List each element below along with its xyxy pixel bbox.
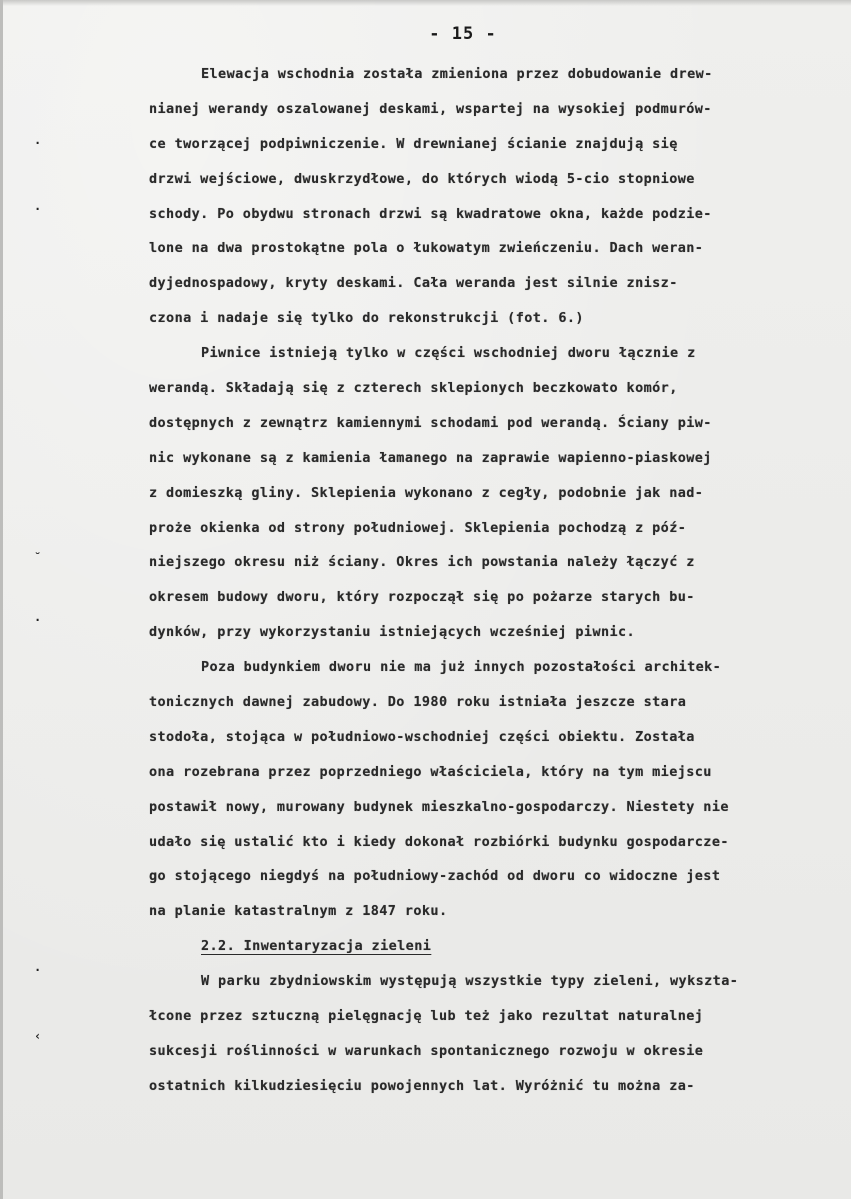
text-line: lone na dwa prostokątne pola o łukowatym zwieńczeniu. Dach weran- <box>149 240 704 257</box>
text-line: nianej werandy oszalowanej deskami, wspartej na wysokiej podmurów- <box>149 100 712 117</box>
section-heading: 2.2. Inwentaryzacja zieleni <box>201 938 432 955</box>
text-line: W parku zbydniowskim występują wszystkie typy zieleni, wykszta- <box>201 973 739 990</box>
text-line: ona rozebrana przez poprzedniego właściciela, który na tym miejscu <box>149 763 712 780</box>
text-line: czona i nadaje się tylko do rekonstrukcji (fot. 6.) <box>149 310 584 327</box>
section-heading-line <box>149 929 851 964</box>
text-line: Elewacja wschodnia została zmieniona przez dobudowanie drew- <box>201 66 713 82</box>
margin-dot: · <box>34 963 42 977</box>
text-line: dostępnych z zewnątrz kamiennymi schodami pod werandą. Ściany piw- <box>149 414 712 431</box>
body-text <box>149 57 851 1104</box>
text-line: Poza budynkiem dworu nie ma już innych pozostałości architek- <box>201 659 722 676</box>
text-line: drzwi wejściowe, dwuskrzydłowe, do których wiodą 5-cio stopniowe <box>149 170 695 187</box>
text-line: schody. Po obydwu stronach drzwi są kwadratowe okna, każde podzie- <box>149 205 712 222</box>
text-line: go stojącego niegdyś na południowy-zachód od dworu co widoczne jest <box>149 868 721 885</box>
text-line: dyjednospadowy, kryty deskami. Cała weranda jest silnie znisz- <box>149 275 678 292</box>
text-line: udało się ustalić kto i kiedy dokonał rozbiórki budynku gospodarcze- <box>149 833 729 850</box>
margin-tick: ˘ <box>34 551 42 565</box>
text-line: Piwnice istnieją tylko w części wschodniej dworu łącznie z <box>201 345 696 362</box>
text-line: sukcesji roślinności w warunkach spontanicznego rozwoju w okresie <box>149 1042 704 1059</box>
text-line: proże okienka od strony południowej. Sklepienia pochodzą z póź- <box>149 519 687 536</box>
margin-dot: · <box>34 613 42 627</box>
text-line: łcone przez sztuczną pielęgnację lub też jako rezultat naturalnej <box>149 1008 704 1025</box>
text-line: postawił nowy, murowany budynek mieszkalno-gospodarczy. Niestety nie <box>149 798 729 815</box>
margin-dot: · <box>34 136 42 150</box>
text-line: nic wykonane są z kamienia łamanego na zaprawie wapienno-piaskowej <box>149 449 712 466</box>
margin-tick: ‹ <box>34 1029 42 1043</box>
text-line: dynków, przy wykorzystaniu istniejących wcześniej piwnic. <box>149 624 636 641</box>
text-line: ce tworzącej podpiwniczenie. W drewnianej ścianie znajdują się <box>149 135 678 152</box>
scan-edge <box>3 0 851 6</box>
text-line: tonicznych dawnej zabudowy. Do 1980 roku istniała jeszcze stara <box>149 694 687 711</box>
margin-dot: · <box>34 202 42 216</box>
text-line: stodoła, stojąca w południowo-wschodniej części obiektu. Została <box>149 728 695 745</box>
text-line: z domieszką gliny. Sklepienia wykonano z cegły, podobnie jak nad- <box>149 484 704 501</box>
text-line: ostatnich kilkudziesięciu powojennych lat. Wyróżnić tu można za- <box>149 1077 695 1094</box>
text-line: werandą. Składają się z czterech sklepionych beczkowato komór, <box>149 380 678 397</box>
text-line: niejszego okresu niż ściany. Okres ich powstania należy łączyć z <box>149 554 695 571</box>
text-line: na planie katastralnym z 1847 roku. <box>149 903 448 920</box>
page-number: - 15 - <box>429 24 497 44</box>
text-line: okresem budowy dworu, który rozpoczął się po pożarze starych bu- <box>149 589 695 606</box>
